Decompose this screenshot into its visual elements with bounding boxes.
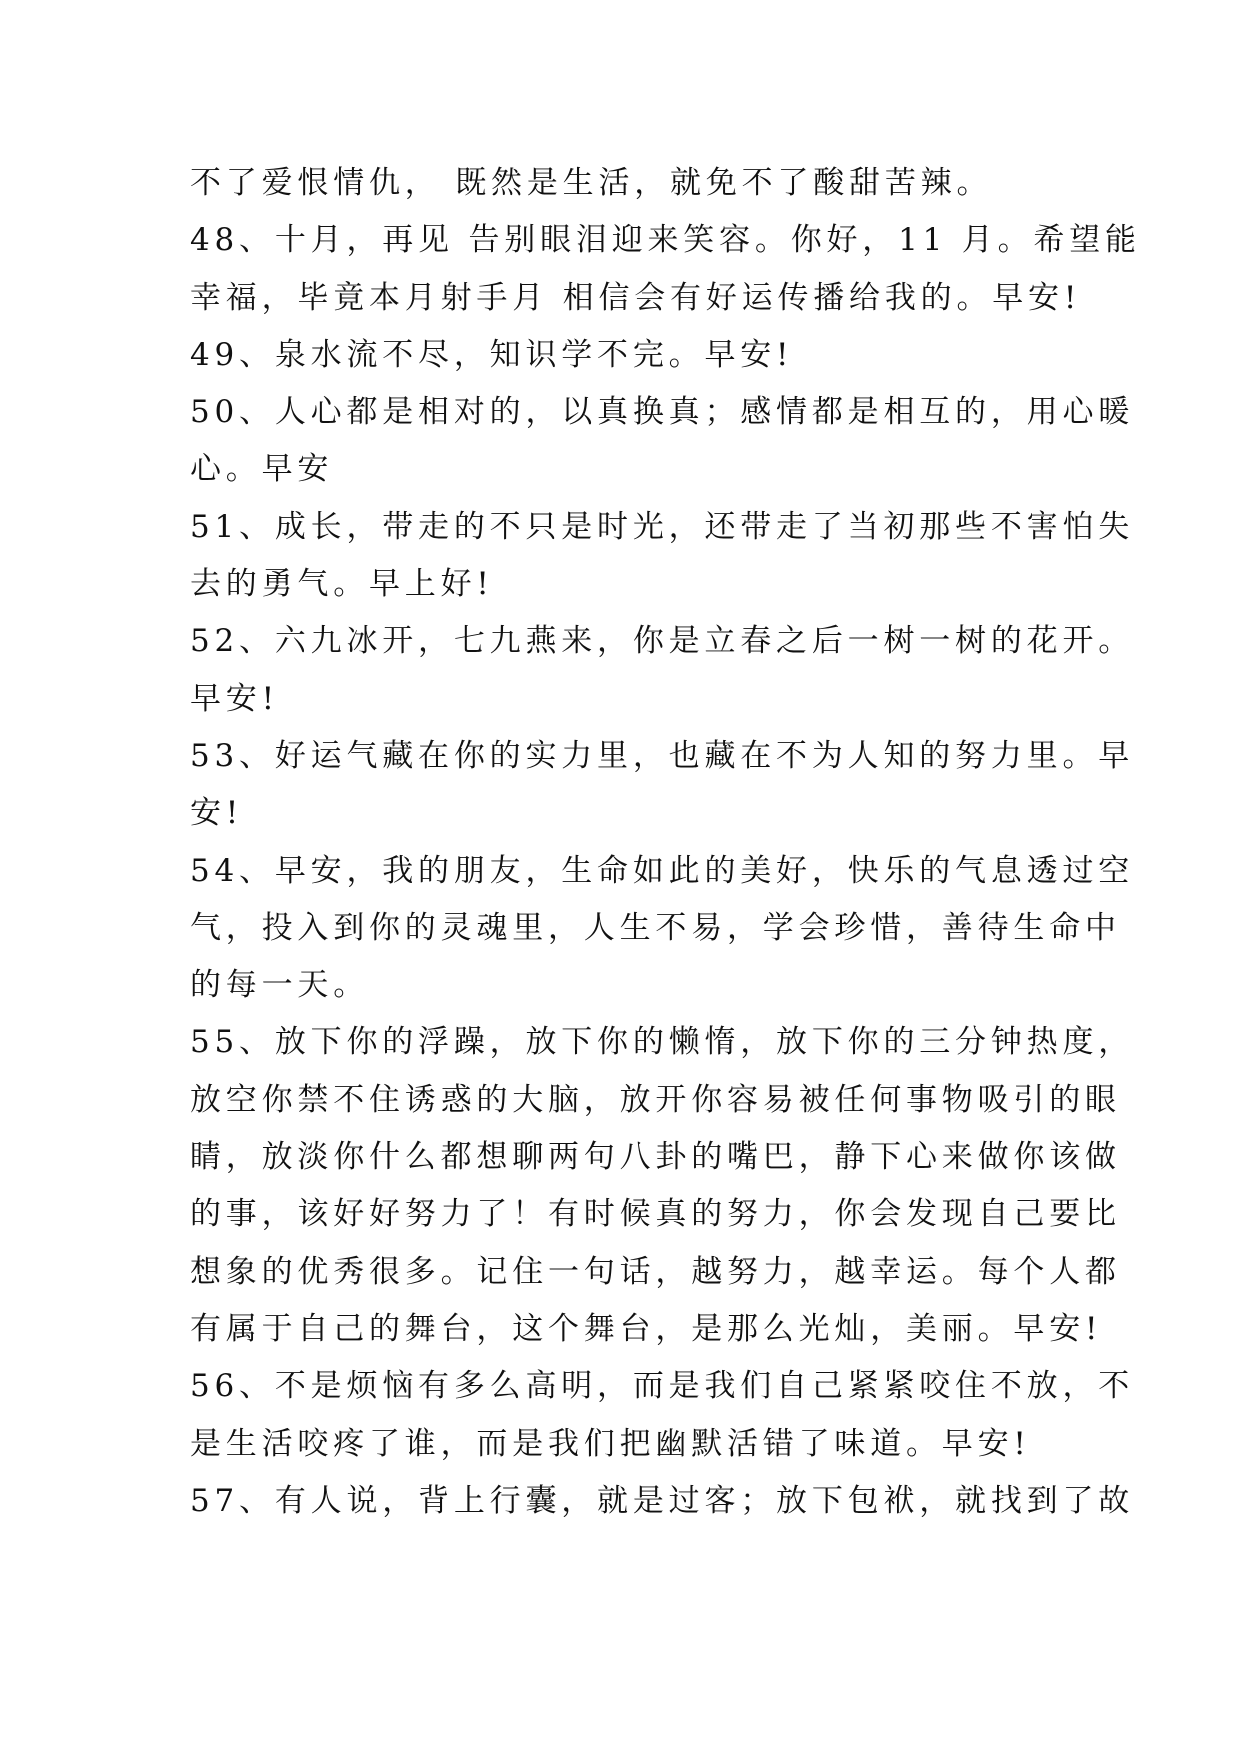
text-line: 不了爱恨情仇， 既然是生活，就免不了酸甜苦辣。 <box>190 165 993 201</box>
text-line: 是生活咬疼了谁，而是我们把幽默活错了味道。早安! <box>190 1425 1031 1462</box>
text-line: 52、六九冰开，七九燕来，你是立春之后一树一树的花开。 <box>190 623 1135 660</box>
text-line: 的事，该好好努力了！有时候真的努力，你会发现自己要比 <box>190 1196 1121 1233</box>
text-line: 心。早安 <box>190 451 334 488</box>
text-line: 55、放下你的浮躁，放下你的懒惰，放下你的三分钟热度， <box>190 1024 1135 1061</box>
text-line: 安! <box>190 795 244 832</box>
text-line: 想象的优秀很多。记住一句话，越努力，越幸运。每个人都 <box>190 1253 1121 1290</box>
document-body <box>190 155 1141 1530</box>
text-line: 49、泉水流不尽，知识学不完。早安! <box>190 336 794 373</box>
text-line: 气，投入到你的灵魂里，人生不易，学会珍惜，善待生命中 <box>190 909 1121 946</box>
text-line: 50、人心都是相对的，以真换真；感情都是相互的，用心暖 <box>190 394 1135 431</box>
text-line: 睛，放淡你什么都想聊两句八卦的嘴巴，静下心来做你该做 <box>190 1139 1121 1176</box>
text-line: 48、十月，再见 告别眼泪迎来笑容。你好，11 月。希望能 <box>190 222 1141 259</box>
text-line: 54、早安，我的朋友，生命如此的美好，快乐的气息透过空 <box>190 852 1135 889</box>
text-line: 去的勇气。早上好! <box>190 566 494 603</box>
text-line: 幸福，毕竟本月射手月 相信会有好运传播给我的。早安! <box>190 279 1082 316</box>
text-line: 51、成长，带走的不只是时光，还带走了当初那些不害怕失 <box>190 508 1135 545</box>
text-line: 放空你禁不住诱惑的大脑，放开你容易被任何事物吸引的眼 <box>190 1081 1121 1118</box>
text-line: 57、有人说，背上行囊，就是过客；放下包袱，就找到了故 <box>190 1482 1135 1519</box>
text-line: 56、不是烦恼有多么高明，而是我们自己紧紧咬住不放，不 <box>190 1368 1135 1405</box>
text-line: 的每一天。 <box>190 967 369 1004</box>
text-line: 有属于自己的舞台，这个舞台，是那么光灿，美丽。早安! <box>190 1310 1103 1347</box>
text-line: 早安! <box>190 680 279 717</box>
text-line: 53、好运气藏在你的实力里，也藏在不为人知的努力里。早 <box>190 737 1135 774</box>
